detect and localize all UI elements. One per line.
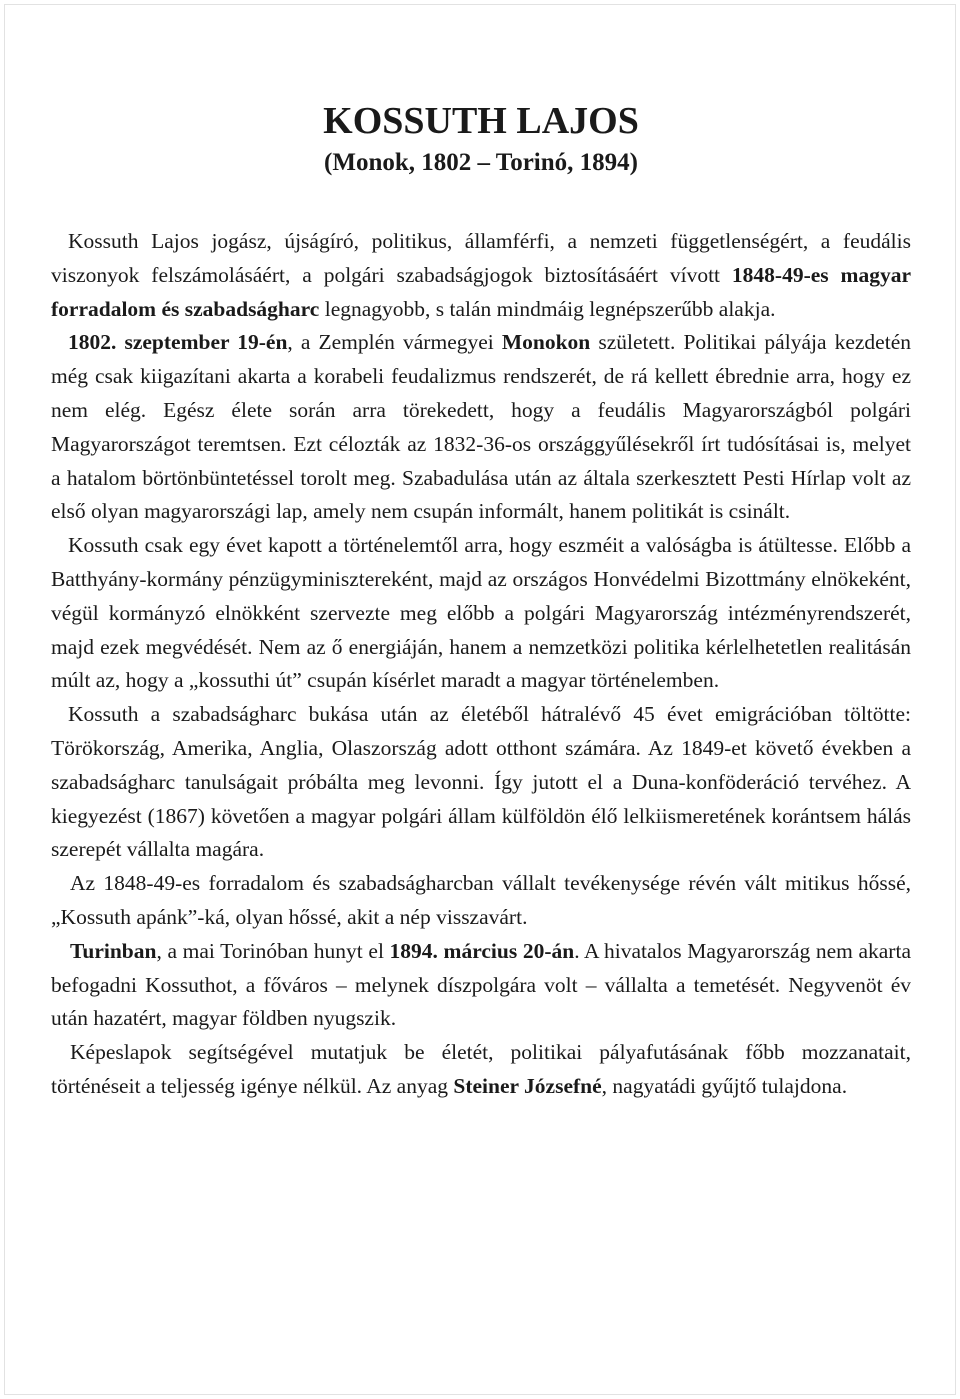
bold-text: Steiner Józsefné xyxy=(453,1073,602,1098)
text-run: született. Politikai pályája kezdetén még csak kiigazítani akarta a korabeli feudalizmus rendszerét, de rá kellett ébrednie arra, hogy ez nem elég. Egész élete során arra törekedett, hogy a feudális Magyarországból polgári Magyarországot teremtsen. Ezt célozták az 1832-36-os országgyűlésekről írt tudósításai is, melyet a hatalom börtönbüntetéssel torolt meg. Szabadulása után az általa szerkesztett Pesti Hírlap volt az első olyan magyarországi lap, amely nem csupán informált, hanem politikát is csinált. xyxy=(51,330,911,524)
text-run: . A hivatalos Magyarország nem akarta befogadni Kossuthot, a főváros – melynek díszpolgára volt – vállalta a temetését. Negyvenöt év után hazatért, magyar földben nyugszik. xyxy=(51,938,911,1031)
paragraph-postcards xyxy=(51,1036,911,1104)
paragraph-legacy: Az 1848-49-es forradalom és szabadságharcban vállalt tevékenysége révén vált mitikus hőssé, „Kossuth apánk”-ká, olyan hőssé, akit a nép visszavárt. xyxy=(51,871,911,929)
document-body xyxy=(51,225,911,1104)
paragraph-emigration: Kossuth a szabadságharc bukása után az életéből hátralévő 45 évet emigrációban töltötte: Törökország, Amerika, Anglia, Olaszország adott otthont számára. Az 1849-et követő években a szabadságharc tanulságait próbálta meg levonni. Így jutott el a Duna-konföderáció tervéhez. A kiegyezést (1867) követően a magyar polgári állam külföldön élő lelkiismeretének korántsem hálás szerepét vállalta magára. xyxy=(51,702,911,862)
paragraph-death xyxy=(51,935,911,1036)
text-run: , nagyatádi gyűjtő tulajdona. xyxy=(601,1073,848,1098)
paragraph-intro xyxy=(51,225,911,326)
page-subtitle: (Monok, 1802 – Torinó, 1894) xyxy=(324,149,638,176)
bold-text: 1894. március 20-án xyxy=(389,938,575,963)
page-title: KOSSUTH LAJOS xyxy=(323,100,639,142)
bold-text: 1802. szeptember 19-én xyxy=(68,330,288,355)
text-run: Képeslapok segítségével mutatjuk be életét, politikai pályafutásának főbb mozzanatait, történéseit a teljesség igénye nélkül. Az anyag xyxy=(51,1040,911,1098)
paragraph-birth xyxy=(51,326,911,529)
paragraph-career: Kossuth csak egy évet kapott a történelemtől arra, hogy eszméit a valóságba is átültesse. Előbb a Batthyány-kormány pénzügyminisztereként, majd az országos Honvédelmi Bizottmány elnökeként, végül kormányzó elnökként szervezte meg előbb a polgári Magyarország intézményrendszerét, majd ezek megvédését. Nem az ő energiáján, hanem a nemzetközi politika kérlelhetetlen realitásán múlt az, hogy a „kossuthi út” csupán kísérlet maradt a magyar történelemben. xyxy=(51,533,911,693)
document-content xyxy=(51,96,911,1104)
text-run: legnagyobb, s talán mindmáig legnépszerűbb alakja. xyxy=(319,296,776,321)
bold-text: Turinban xyxy=(70,938,157,963)
bold-text: 1848-49-es magyar forradalom és szabadságharc xyxy=(51,262,911,321)
text-run: , a mai Torinóban hunyt el xyxy=(156,938,390,963)
bold-text: Monokon xyxy=(501,330,591,355)
text-run: Kossuth Lajos jogász, újságíró, politikus, államférfi, a nemzeti függetlenségért, a feudális viszonyok felszámolásáért, a polgári szabadságjogok biztosításáért vívott xyxy=(51,229,911,287)
text-run: , a Zemplén vármegyei xyxy=(287,330,502,355)
